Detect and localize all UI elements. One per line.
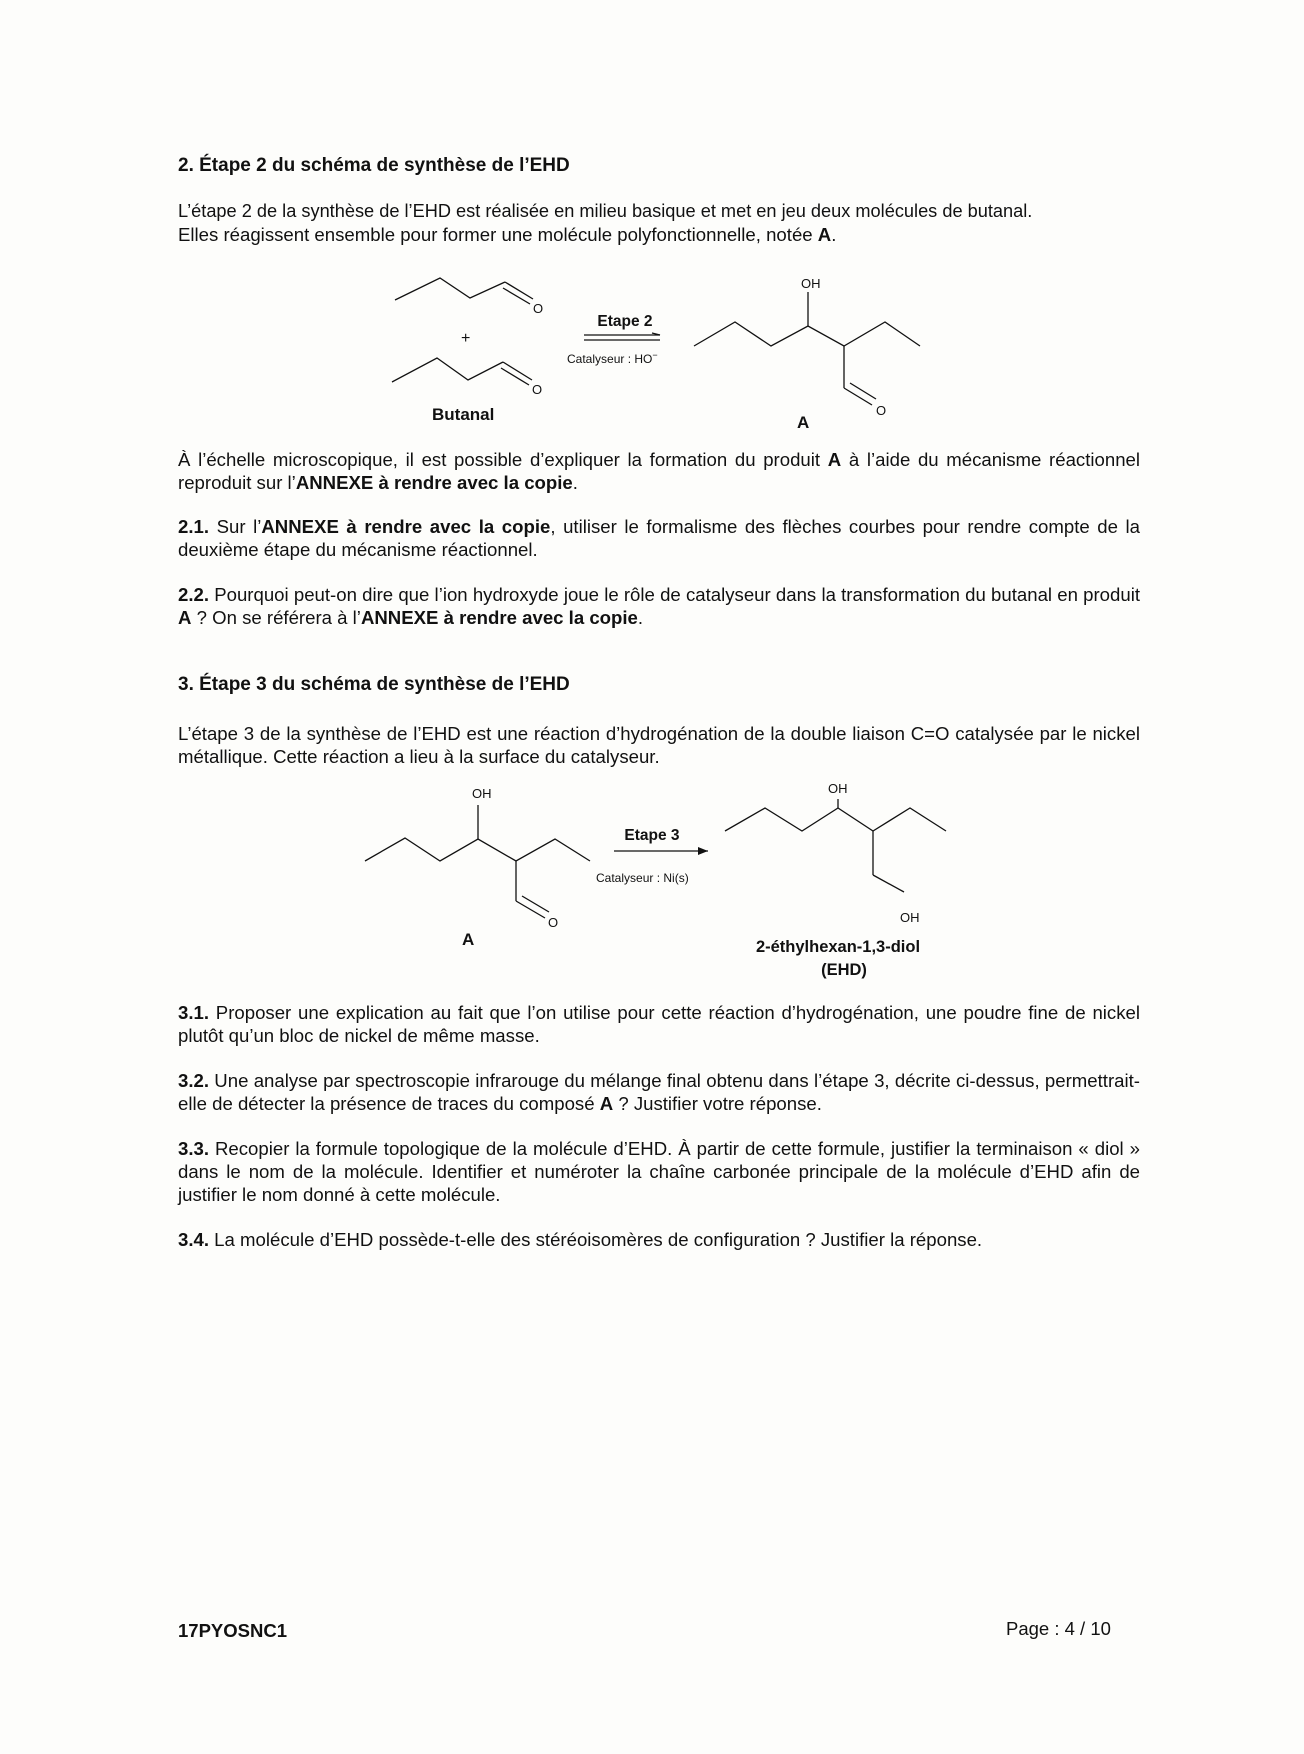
footer-code: 17PYOSNC1 [178,1620,287,1641]
aldehyde-double-bond-1 [503,288,530,304]
oxygen-label-a: O [876,403,887,418]
aldehyde-bond-reactant [516,901,545,918]
section-2-title: 2. Étape 2 du schéma de synthèse de l’EHD [178,155,570,176]
arrow-label-etape-3: Etape 3 [624,827,680,844]
arrow-head-3 [698,847,708,855]
reactant-a-label: A [462,930,475,949]
question-3-3: 3.3. Recopier la formule topologique de la molécule d’EHD. À partir de cette formule, justifier la terminaison « diol » dans le nom de la molécule. Identifier et numéroter la chaîne carbonée principale de la molécule d’EHD afin de justifier le nom donné à cette molécule. [178,1138,1140,1205]
mechanism-paragraph: À l’échelle microscopique, il est possible d’expliquer la formation du produit A à l’aide du mécanisme réactionnel reproduit sur l’ANNEXE à rendre avec la copie. [178,449,1141,493]
arrow-label-etape-2: Etape 2 [597,313,653,330]
section-3-title: 3. Étape 3 du schéma de synthèse de l’EHD [178,674,570,695]
oxygen-label-2: O [532,382,543,397]
ehd-name: 2-éthylhexan-1,3-diol [755,938,921,956]
oxygen-label-reactant: O [548,915,559,930]
reactant-a-molecule [365,838,590,861]
oh-label-product: OH [828,781,848,796]
aldehyde-double-bond-a [850,383,876,399]
oh-label-product-2: OH [900,910,920,925]
scheme-etape-3 [0,775,1304,985]
intro-line-2: Elles réagissent ensemble pour former une molécule polyfonctionnelle, notée A. [178,224,837,245]
plus-sign: + [461,330,471,347]
question-2-2: 2.2. Pourquoi peut-on dire que l’ion hydroxyde joue le rôle de catalyseur dans la transformation du butanal en produit A ? On se référera à l’ANNEXE à rendre avec la copie. [178,584,1140,628]
product-a-label: A [797,413,810,432]
scheme-etape-2 [0,270,1304,440]
section-2-intro [178,200,1138,246]
aldehyde-bond-a [844,388,872,405]
product-a-molecule [694,322,920,346]
intro-line-1: L’étape 2 de la synthèse de l’EHD est réalisée en milieu basique et met en jeu deux molécules de butanal. [178,201,1033,221]
ehd-molecule [725,808,946,831]
oxygen-label-1: O [533,301,544,316]
ch2oh-bond-product [873,875,904,892]
ehd-abbreviation: (EHD) [821,961,867,979]
oh-label-a: OH [801,276,821,291]
aldehyde-double-bond-reactant [522,896,549,912]
catalyst-label-etape-3: Catalyseur : Ni(s) [596,871,689,885]
aldehyde-double-bond-2 [501,368,529,385]
question-3-2: 3.2. Une analyse par spectroscopie infrarouge du mélange final obtenu dans l’étape 3, décrite ci-dessus, permettrait-elle de détecter la présence de traces du composé A ? Justifier votre réponse. [178,1070,1140,1114]
catalyst-label-etape-2: Catalyseur : HO− [567,350,658,366]
section-3-intro: L’étape 3 de la synthèse de l’EHD est une réaction d’hydrogénation de la double liaison C=O catalysée par le nickel métallique. Cette réaction a lieu à la surface du catalyseur. [178,723,1140,767]
aldehyde-bond-1 [505,282,533,299]
footer-page-number: Page : 4 / 10 [1006,1618,1111,1639]
oh-label-reactant: OH [472,786,492,801]
question-3-1: 3.1. Proposer une explication au fait que l’on utilise pour cette réaction d’hydrogénation, une poudre fine de nickel plutôt qu’un bloc de nickel de même masse. [178,1002,1140,1046]
butanal-label: Butanal [432,405,495,424]
question-3-4: 3.4. La molécule d’EHD possède-t-elle des stéréoisomères de configuration ? Justifier la réponse. [178,1229,983,1250]
butanal-molecule-1 [395,278,505,300]
question-2-1: 2.1. Sur l’ANNEXE à rendre avec la copie, utiliser le formalisme des flèches courbes pour rendre compte de la deuxième étape du mécanisme réactionnel. [178,516,1141,560]
butanal-molecule-2 [392,358,503,382]
